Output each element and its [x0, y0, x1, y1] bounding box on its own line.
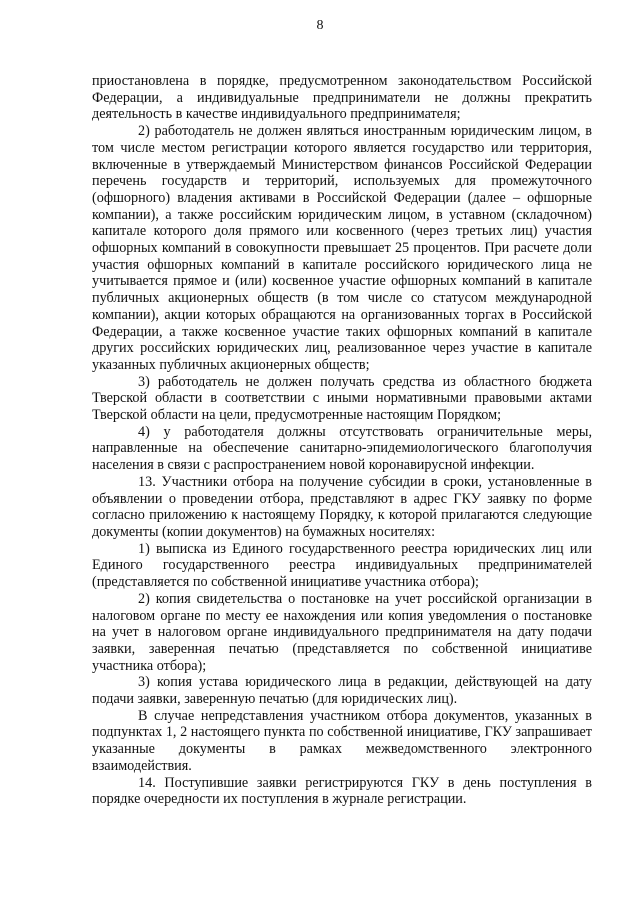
paragraph-doc-item-3: 3) копия устава юридического лица в редакции, действующей на дату подачи заявки, заверенную печатью (для юридических лиц). — [92, 674, 592, 708]
paragraph-section-14: 14. Поступившие заявки регистрируются ГКУ в день поступления в порядке очередности их поступления в журнале регистрации. — [92, 774, 592, 808]
paragraph-doc-item-2: 2) копия свидетельства о постановке на учет российской организации в налоговом органе по месту ее нахождения или копия уведомления о постановке на учет в налоговом органе индивидуального предпринимателя на дату подачи заявки, заверенная печатью (представляется по собственной инициативе участника отбора); — [92, 590, 592, 674]
document-body — [92, 73, 592, 808]
page-number: 8 — [316, 18, 324, 33]
paragraph-doc-item-1: 1) выписка из Единого государственного реестра юридических лиц или Единого государственного реестра индивидуальных предпринимателей (представляется по собственной инициативе участника отбора); — [92, 540, 592, 591]
paragraph-section-13: 13. Участники отбора на получение субсидии в сроки, установленные в объявлении о проведении отбора, представляют в адрес ГКУ заявку по форме согласно приложению к настоящему Порядку, к которой прилагаются следующие документы (копии документов) на бумажных носителях: — [92, 473, 592, 540]
paragraph-continuation: приостановлена в порядке, предусмотренном законодательством Российской Федерации, а индивидуальные предприниматели не должны прекратить деятельность в качестве индивидуального предпринимателя; — [92, 73, 592, 123]
paragraph-item-2: 2) работодатель не должен являться иностранным юридическим лицом, в том числе местом регистрации которого является государство или территория, включенные в утверждаемый Министерством финансов Российской Федерации перечень государств и территорий, используемых для промежуточного (офшорного) владения активами в Российской Федерации (далее – офшорные компании), а также российским юридическим лицом, в уставном (складочном) капитале которого доля прямого или косвенного (через третьих лиц) участия офшорных компаний в совокупности превышает 25 процентов. При расчете доли участия офшорных компаний в капитале российского юридического лица не учитывается прямое и (или) косвенное участие офшорных компаний в капитале публичных акционерных обществ (в том числе со статусом международной компании), акции которых обращаются на организованных торгах в Российской Федерации, а также косвенное участие таких офшорных компаний в капитале других российских юридических лиц, реализованное через участие в капитале указанных публичных акционерных обществ; — [92, 123, 592, 373]
paragraph-item-3: 3) работодатель не должен получать средства из областного бюджета Тверской области в соответствии с иными нормативными правовыми актами Тверской области на цели, предусмотренные настоящим Порядком; — [92, 373, 592, 424]
paragraph-item-4: 4) у работодателя должны отсутствовать ограничительные меры, направленные на обеспечение санитарно-эпидемиологического благополучия населения в связи с распространением новой коронавирусной инфекции. — [92, 423, 592, 474]
paragraph-nonsubmission: В случае непредставления участником отбора документов, указанных в подпунктах 1, 2 настоящего пункта по собственной инициативе, ГКУ запрашивает указанные документы в рамках межведомственного электронного взаимодействия. — [92, 707, 592, 774]
